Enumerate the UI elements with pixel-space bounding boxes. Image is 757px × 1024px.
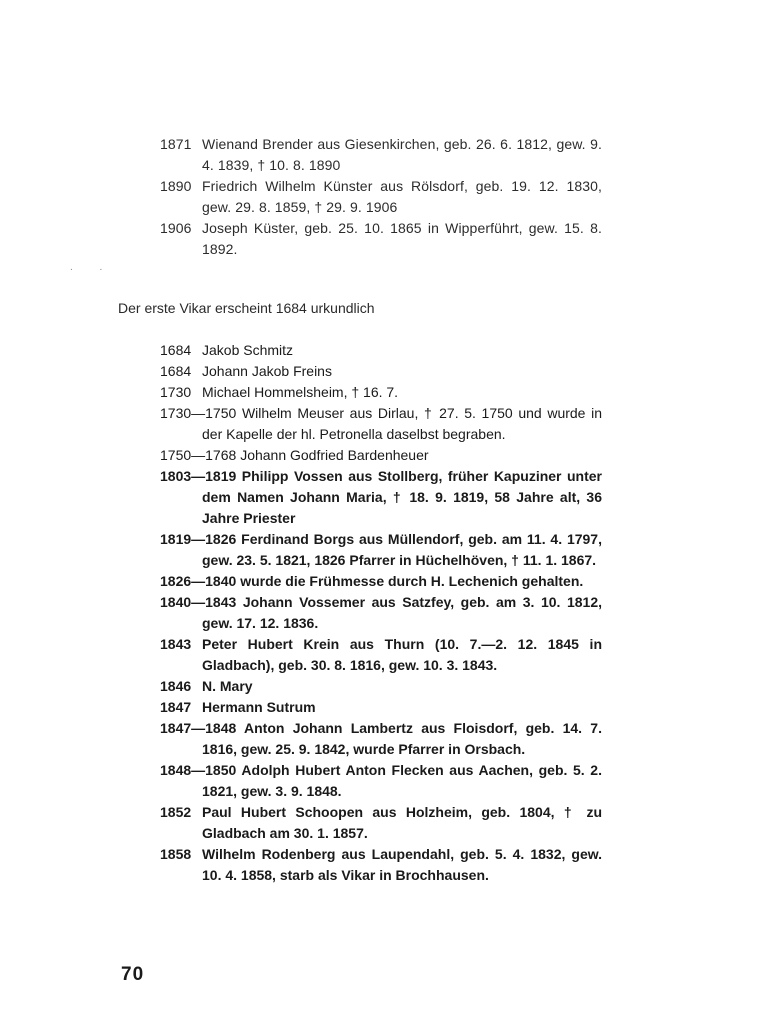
entry-text: Anton Johann Lambertz aus Floisdorf, geb. 14. 7. 1816, gew. 25. 9. 1842, wurde Pfarrer in Orsbach.: [202, 720, 602, 757]
entry-year: 1871: [160, 136, 192, 152]
entry-year: 1846: [160, 678, 192, 694]
list-entry: [160, 676, 602, 697]
entry-text: Peter Hubert Krein aus Thurn (10. 7.—2. 12. 1845 in Gladbach), geb. 30. 8. 1816, gew. 10. 3. 1843.: [202, 636, 602, 673]
entry-text: Ferdinand Borgs aus Müllendorf, geb. am 11. 4. 1797, gew. 23. 5. 1821, 1826 Pfarrer in Hüchelhöven, † 11. 1. 1867.: [202, 531, 602, 568]
list-entry: [160, 466, 602, 529]
list-entry: [160, 382, 602, 403]
entry-year: 1750—1768: [160, 447, 241, 463]
entry-text: Hermann Sutrum: [202, 699, 316, 715]
list-entry: [160, 844, 602, 886]
entry-year: 1890: [160, 178, 192, 194]
list-entry: [160, 697, 602, 718]
entry-year: 1730—1750: [160, 405, 242, 421]
entry-year: 1906: [160, 220, 192, 236]
entry-year: 1826—1840: [160, 573, 241, 589]
list-entry: [160, 634, 602, 676]
entry-text: Johann Vossemer aus Satzfey, geb. am 3. 10. 1812, gew. 17. 12. 1836.: [202, 594, 602, 631]
entry-year: 1848—1850: [160, 762, 242, 778]
entry-text: Johann Godfried Bardenheuer: [240, 447, 429, 463]
entry-text: Johann Jakob Freins: [202, 363, 332, 379]
entry-year: 1684: [160, 363, 192, 379]
entry-text: Wienand Brender aus Giesenkirchen, geb. 26. 6. 1812, gew. 9. 4. 1839, † 10. 8. 1890: [202, 136, 602, 173]
list-entry: [160, 134, 602, 176]
list-entry: [160, 802, 602, 844]
vicar-intro-heading: Der erste Vikar erscheint 1684 urkundlich: [118, 300, 375, 316]
list-entry: [160, 403, 602, 445]
pastor-list: [160, 134, 602, 260]
entry-year: 1684: [160, 342, 192, 358]
entry-text: Philipp Vossen aus Stollberg, früher Kapuziner unter dem Namen Johann Maria, † 18. 9. 1819, 58 Jahre alt, 36 Jahre Priester: [202, 468, 602, 526]
entry-year: 1840—1843: [160, 594, 243, 610]
list-entry: [160, 218, 602, 260]
list-entry: [160, 361, 602, 382]
entry-text: wurde die Frühmesse durch H. Lechenich gehalten.: [240, 573, 584, 589]
vicar-list: [160, 340, 602, 886]
list-entry: [160, 571, 602, 592]
entry-text: Wilhelm Meuser aus Dirlau, † 27. 5. 1750 und wurde in der Kapelle der hl. Petronella daselbst begraben.: [202, 405, 602, 442]
list-entry: [160, 760, 602, 802]
entry-year: 1858: [160, 846, 192, 862]
entry-year: 1730: [160, 384, 192, 400]
list-entry: [160, 176, 602, 218]
list-entry: [160, 529, 602, 571]
list-entry: [160, 340, 602, 361]
entry-year: 1803—1819: [160, 468, 242, 484]
entry-text: Adolph Hubert Anton Flecken aus Aachen, geb. 5. 2. 1821, gew. 3. 9. 1848.: [202, 762, 602, 799]
entry-year: 1843: [160, 636, 192, 652]
entry-year: 1852: [160, 804, 192, 820]
entry-text: Friedrich Wilhelm Künster aus Rölsdorf, geb. 19. 12. 1830, gew. 29. 8. 1859, † 29. 9. 1906: [202, 178, 602, 215]
entry-year: 1847: [160, 699, 192, 715]
entry-text: Michael Hommelsheim, † 16. 7.: [202, 384, 399, 400]
entry-text: Wilhelm Rodenberg aus Laupendahl, geb. 5. 4. 1832, gew. 10. 4. 1858, starb als Vikar in Brochhausen.: [202, 846, 602, 883]
page-number: 70: [121, 964, 145, 985]
entry-year: 1819—1826: [160, 531, 242, 547]
entry-text: Paul Hubert Schoopen aus Holzheim, geb. 1804, † zu Gladbach am 30. 1. 1857.: [202, 804, 602, 841]
list-entry: [160, 592, 602, 634]
entry-year: 1847—1848: [160, 720, 245, 736]
entry-text: N. Mary: [202, 678, 253, 694]
entry-text: Joseph Küster, geb. 25. 10. 1865 in Wipperführt, gew. 15. 8. 1892.: [202, 220, 602, 257]
stray-marks: . .: [70, 262, 115, 273]
list-entry: [160, 445, 602, 466]
entry-text: Jakob Schmitz: [202, 342, 294, 358]
list-entry: [160, 718, 602, 760]
